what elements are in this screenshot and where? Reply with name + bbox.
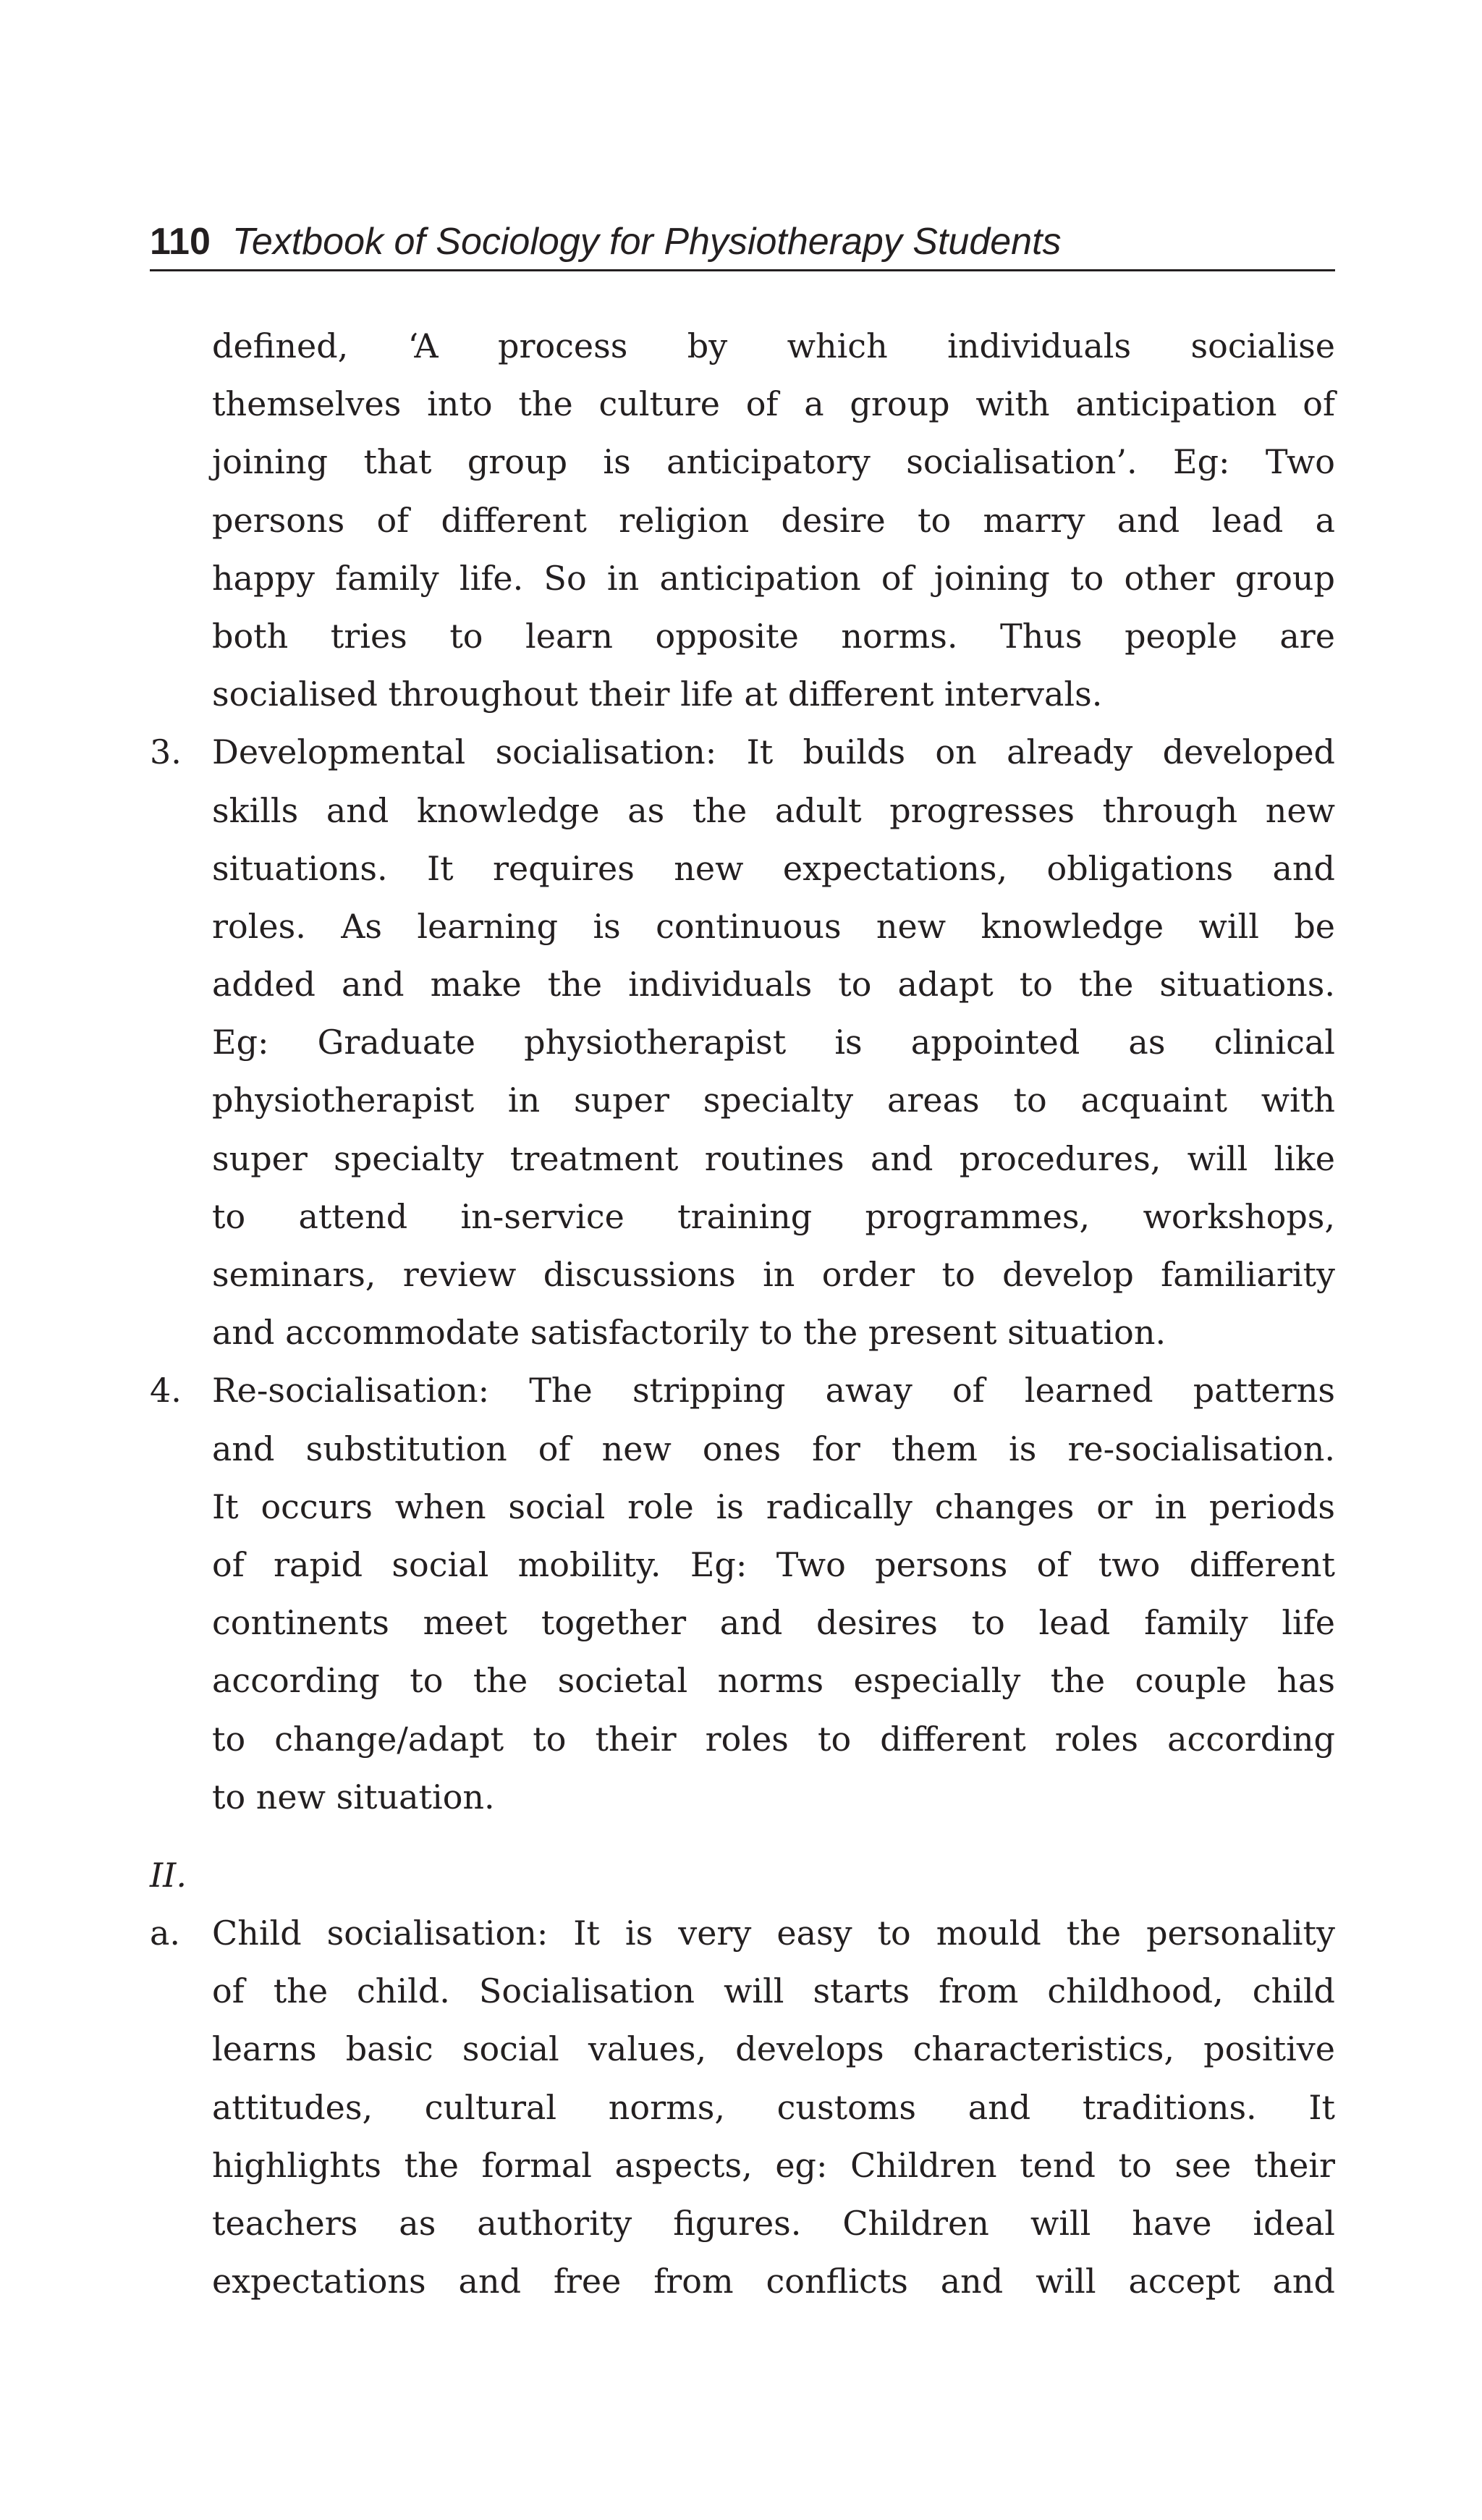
page-number: 110 xyxy=(150,221,211,263)
text-line: attitudes, cultural norms, customs and traditions. It xyxy=(212,2087,1335,2127)
text-line: learns basic social values, develops characteristics, positive xyxy=(212,2029,1335,2069)
book-title: Textbook of Sociology for Physiotherapy Students xyxy=(232,221,1062,263)
text-line: happy family life. So in anticipation of joining to other group xyxy=(212,558,1335,598)
text-line: situations. It requires new expectations, obligations and xyxy=(212,848,1335,888)
text-line: socialised throughout their life at different intervals. xyxy=(212,675,1103,714)
list-marker: 4. xyxy=(150,1371,182,1411)
text-line: skills and knowledge as the adult progresses through new xyxy=(212,790,1335,830)
list-marker: a. xyxy=(150,1914,181,1953)
line-text: Re-socialisation: The stripping away of learned patterns xyxy=(212,1371,1335,1411)
page-body xyxy=(150,317,1335,2310)
text-line: Eg: Graduate physiotherapist is appointed as clinical xyxy=(212,1023,1335,1062)
list-marker: 3. xyxy=(150,732,182,772)
text-line: teachers as authority figures. Children will have ideal xyxy=(212,2204,1335,2243)
text-line: highlights the formal aspects, eg: Children tend to see their xyxy=(212,2145,1335,2185)
text-line: and accommodate satisfactorily to the present situation. xyxy=(212,1313,1166,1353)
text-line: persons of different religion desire to marry and lead a xyxy=(212,500,1335,540)
list-item-re-socialisation xyxy=(150,1361,1335,1826)
text-line: of rapid social mobility. Eg: Two persons of two different xyxy=(212,1544,1335,1584)
list-item-developmental-socialisation xyxy=(150,723,1335,1361)
text-line: physiotherapist in super specialty areas to acquaint with xyxy=(212,1081,1335,1120)
section-heading: II. xyxy=(150,1855,187,1895)
text-line: It occurs when social role is radically changes or in periods xyxy=(212,1487,1335,1526)
running-header xyxy=(150,214,1335,271)
text-line: of the child. Socialisation will starts from childhood, child xyxy=(212,1971,1335,2011)
text-line: to attend in-service training programmes, workshops, xyxy=(212,1196,1335,1236)
text-line: themselves into the culture of a group with anticipation of xyxy=(212,384,1335,424)
text-line: defined, ‘A process by which individuals socialise xyxy=(212,326,1335,365)
text-line xyxy=(150,1361,1335,1419)
text-line xyxy=(150,723,1335,781)
list-item-child-socialisation xyxy=(150,1904,1335,2310)
text-line: expectations and free from conflicts and will accept and xyxy=(212,2262,1335,2301)
text-line: and substitution of new ones for them is re-socialisation. xyxy=(212,1429,1335,1468)
text-line: roles. As learning is continuous new knowledge will be xyxy=(212,906,1335,946)
text-line: both tries to learn opposite norms. Thus people are xyxy=(212,616,1335,656)
text-line: added and make the individuals to adapt to the situations. xyxy=(212,965,1335,1005)
text-line: seminars, review discussions in order to develop familiarity xyxy=(212,1255,1335,1294)
text-line: super specialty treatment routines and procedures, will like xyxy=(212,1138,1335,1178)
text-line: to change/adapt to their roles to different roles according xyxy=(212,1719,1335,1759)
text-line: joining that group is anticipatory socialisation’. Eg: Two xyxy=(212,442,1335,482)
text-line: continents meet together and desires to lead family life xyxy=(212,1603,1335,1643)
continuation-paragraph xyxy=(150,317,1335,723)
line-text: Developmental socialisation: It builds on already developed xyxy=(212,732,1335,772)
text-line: according to the societal norms especially the couple has xyxy=(212,1661,1335,1701)
text-line: to new situation. xyxy=(212,1777,495,1817)
text-line xyxy=(150,1904,1335,1962)
line-text: Child socialisation: It is very easy to mould the personality xyxy=(212,1914,1335,1953)
